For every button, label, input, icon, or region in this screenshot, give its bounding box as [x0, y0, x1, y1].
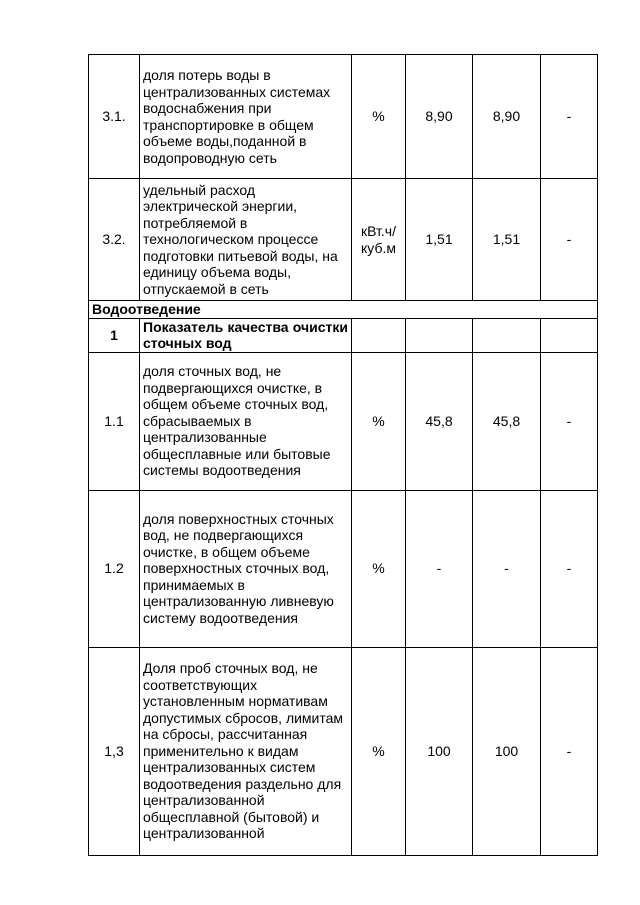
row-value-2: 1,51	[473, 179, 541, 301]
table-row	[89, 490, 598, 647]
section-header-row	[89, 318, 598, 352]
unit-line-2: куб.м	[361, 239, 396, 256]
indicators-table	[88, 54, 598, 856]
row-description: Доля проб сточных вод, не соответствующих установленным нормативам допустимых сбросов, лимитам на сбросы, рассчитанная применительно к видам централизованных систем водоотведения раздельно для централизованной общесплавной (бытовой) и централизованной	[140, 647, 352, 855]
row-number: 1,3	[89, 647, 140, 855]
row-number: 3.2.	[89, 179, 140, 301]
empty-cell	[352, 318, 406, 352]
row-description: доля сточных вод, не подвергающихся очистке, в общем объеме сточных вод, сбрасываемых в централизованные общесплавные или бытовые системы водоотведения	[140, 352, 352, 490]
empty-cell	[473, 318, 541, 352]
row-value-2: 100	[473, 647, 541, 855]
row-number: 1.1	[89, 352, 140, 490]
row-value-2: -	[473, 490, 541, 647]
table-row	[89, 55, 598, 179]
row-description: удельный расход электрической энергии, потребляемой в технологическом процессе подготовки питьевой воды, на единицу объема воды, отпускаемой в сеть	[140, 179, 352, 301]
row-value-3: -	[541, 490, 598, 647]
table-row	[89, 647, 598, 855]
row-number: 1.2	[89, 490, 140, 647]
row-value-3: -	[541, 352, 598, 490]
row-unit: %	[352, 647, 406, 855]
row-value-2: 45,8	[473, 352, 541, 490]
row-number: 3.1.	[89, 55, 140, 179]
row-unit	[352, 179, 406, 301]
row-description: доля поверхностных сточных вод, не подвергающихся очистке, в общем объеме поверхностных сточных вод, принимаемых в централизованную ливневую систему водоотведения	[140, 490, 352, 647]
unit-line-1: кВт.ч/	[361, 223, 396, 239]
row-value-1: -	[406, 490, 473, 647]
row-description: доля потерь воды в централизованных системах водоснабжения при транспортировке в общем объеме воды,поданной в водопроводную сеть	[140, 55, 352, 179]
row-value-3: -	[541, 179, 598, 301]
section-title: Водоотведение	[89, 301, 598, 319]
row-value-3: -	[541, 55, 598, 179]
empty-cell	[406, 318, 473, 352]
row-unit: %	[352, 55, 406, 179]
section-header-number: 1	[89, 318, 140, 352]
row-value-3: -	[541, 647, 598, 855]
row-value-1: 100	[406, 647, 473, 855]
empty-cell	[541, 318, 598, 352]
row-value-1: 45,8	[406, 352, 473, 490]
row-value-1: 8,90	[406, 55, 473, 179]
row-unit: %	[352, 352, 406, 490]
table-row	[89, 352, 598, 490]
row-unit: %	[352, 490, 406, 647]
row-value-1: 1,51	[406, 179, 473, 301]
row-value-2: 8,90	[473, 55, 541, 179]
section-row	[89, 301, 598, 319]
table-row	[89, 179, 598, 301]
section-header-description: Показатель качества очистки сточных вод	[140, 318, 352, 352]
